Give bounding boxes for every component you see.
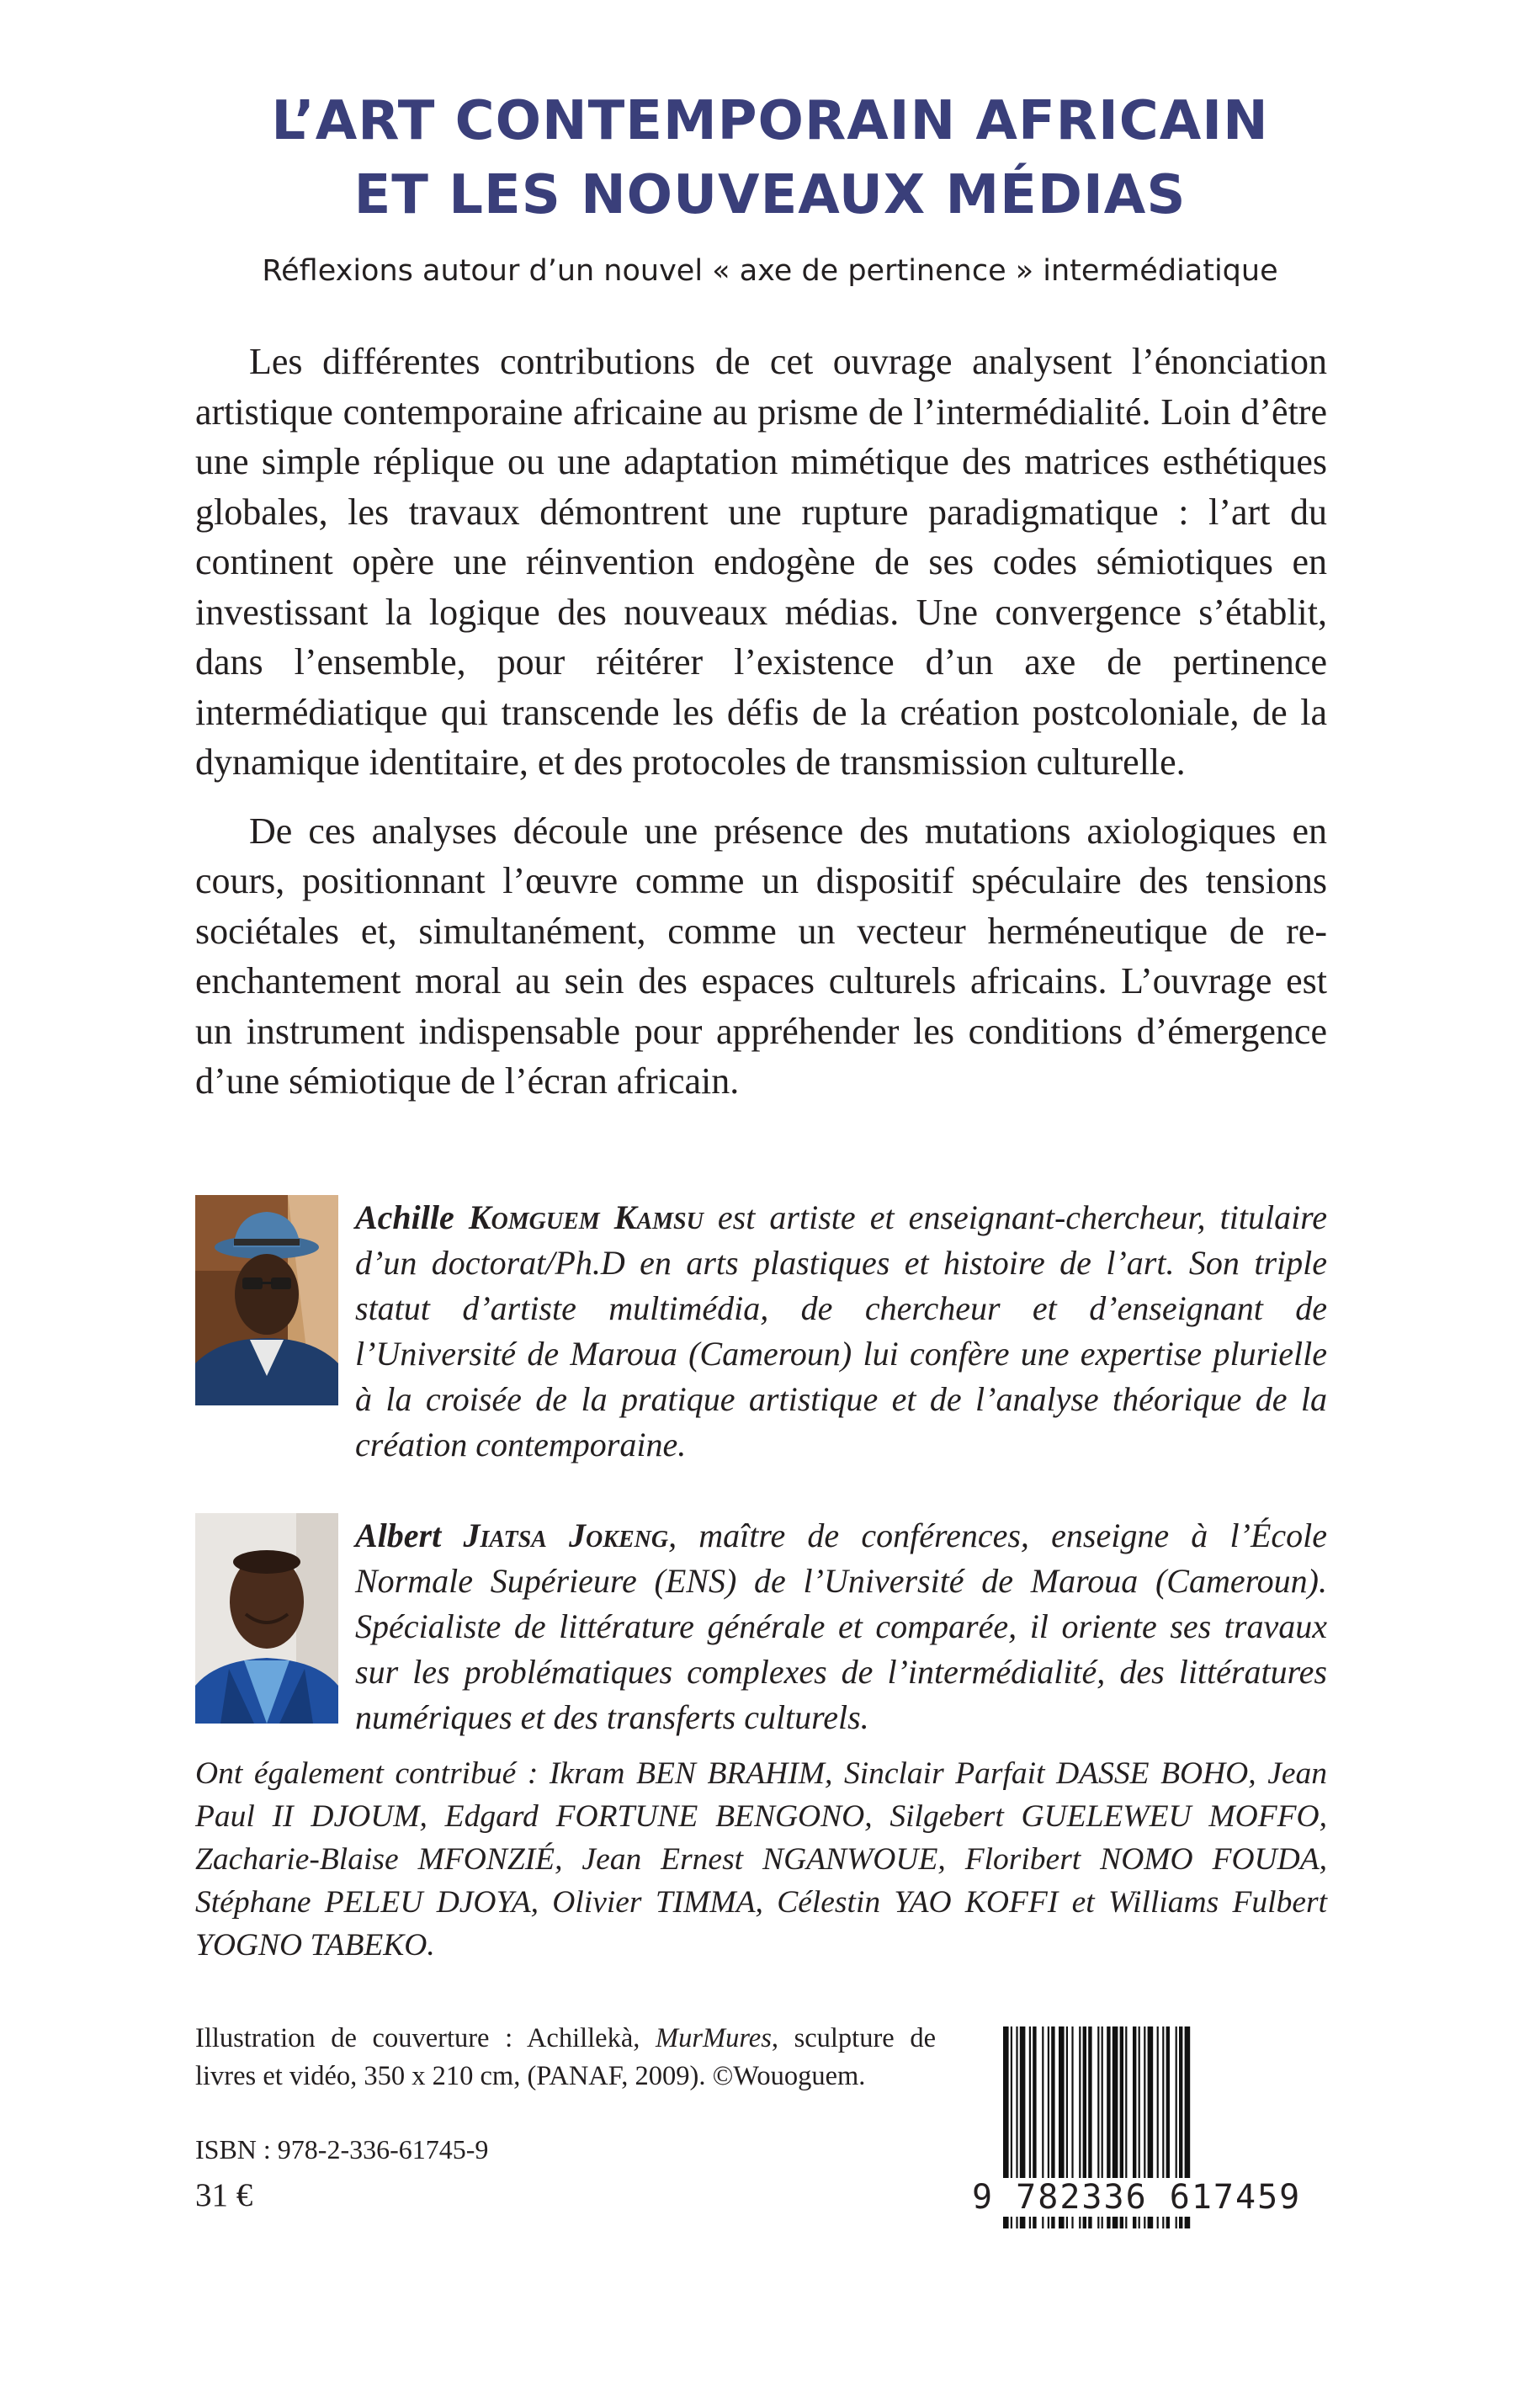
author-last-name: Jiatsa Jokeng xyxy=(463,1517,669,1554)
blurb-paragraph-1: Les différentes contributions de cet ouvrage analysent l’énonciation artistique contemporaine africaine au prisme de l’intermédialité. Loin d’être une simple réplique ou une adaptation mimétique des matrices esthétiques globales, les travaux démontrent une rupture paradigmatique : l’art du continent opère une réinvention endogène de ses codes sémiotiques en investissant la logique des nouveaux médias. Une convergence s’établit, dans l’ensemble, pour réitérer l’existence d’un axe de pertinence intermédiatique qui transcende les défis de la création postcoloniale, de la dynamique identitaire, et des protocoles de transmission culturelle. xyxy=(195,341,1327,783)
author-bio-text: est artiste et enseignant-chercheur, titulaire d’un doctorat/Ph.D en arts plastiques et histoire de l’art. Son triple statut d’artiste multimédia, de chercheur et d’enseignant de l’Université de Maroua (Cameroun) lui confère une expertise plurielle à la croisée de la pratique artistique et de l’analyse théorique de la création contemporaine. xyxy=(355,1198,1328,1463)
author-photo-albert xyxy=(195,1513,338,1724)
other-contributors: Ont également contribué : Ikram BEN BRAHIM, Sinclair Parfait DASSE BOHO, Jean Paul II DJOUM, Edgard FORTUNE BENGONO, Silgebert GUELEWEU MOFFO, Zacharie-Blaise MFONZIÉ, Jean Ernest NGANWOUE, Floribert NOMO FOUDA, Stéphane PELEU DJOYA, Olivier TIMMA, Célestin YAO KOFFI et Williams Fulbert YOGNO TABEKO. xyxy=(195,1756,1327,1963)
author-block-2 xyxy=(195,1513,1327,1736)
author-last-name: Komguem Kamsu xyxy=(468,1198,704,1236)
author-first-name: Albert xyxy=(355,1517,442,1554)
book-title xyxy=(0,84,1540,232)
isbn: ISBN : 978-2-336-61745-9 xyxy=(195,2134,489,2165)
back-cover-blurb xyxy=(195,337,1327,1125)
title-line-1: L’ART CONTEMPORAIN AFRICAIN xyxy=(271,90,1269,152)
credit-prefix: Illustration de couverture : Achillekà, xyxy=(195,2023,656,2053)
price: 31 € xyxy=(195,2177,253,2213)
barcode-number: 9 782336 617459 xyxy=(972,2178,1334,2217)
author-bio-text: , maître de conférences, enseigne à l’École Normale Supérieure (ENS) de l’Université de Maroua (Cameroun). Spécialiste de littérature générale et comparée, il oriente ses travaux sur les problématiques complexes de l’intermédialité, des littératures numériques et des transferts culturels. xyxy=(355,1517,1327,1736)
credit-work-title: MurMures xyxy=(656,2023,772,2053)
cover-illustration-credit xyxy=(195,2020,936,2096)
book-subtitle: Réflexions autour d’un nouvel « axe de pertinence » intermédiatique xyxy=(262,254,1278,288)
author-bio-achille xyxy=(355,1195,1327,1468)
author-block-1 xyxy=(195,1195,1328,1463)
author-bio-albert xyxy=(355,1513,1327,1740)
title-line-2: ET LES NOUVEAUX MÉDIAS xyxy=(353,164,1187,226)
author-first-name: Achille xyxy=(355,1198,454,1236)
author-photo-achille xyxy=(195,1195,338,1405)
credit-suffix: , sculpture de livres et vidéo, 350 x 210 cm, (PANAF, 2009). ©Wouoguem. xyxy=(195,2023,937,2091)
blurb-paragraph-2: De ces analyses découle une présence des mutations axiologiques en cours, positionnant l’œuvre comme un dispositif spéculaire des tensions sociétales et, simultanément, comme un vecteur herméneutique de re-enchantement moral au sein des espaces culturels africains. L’ouvrage est un instrument indispensable pour appréhender les conditions d’émergence d’une sémiotique de l’écran africain. xyxy=(195,810,1327,1102)
